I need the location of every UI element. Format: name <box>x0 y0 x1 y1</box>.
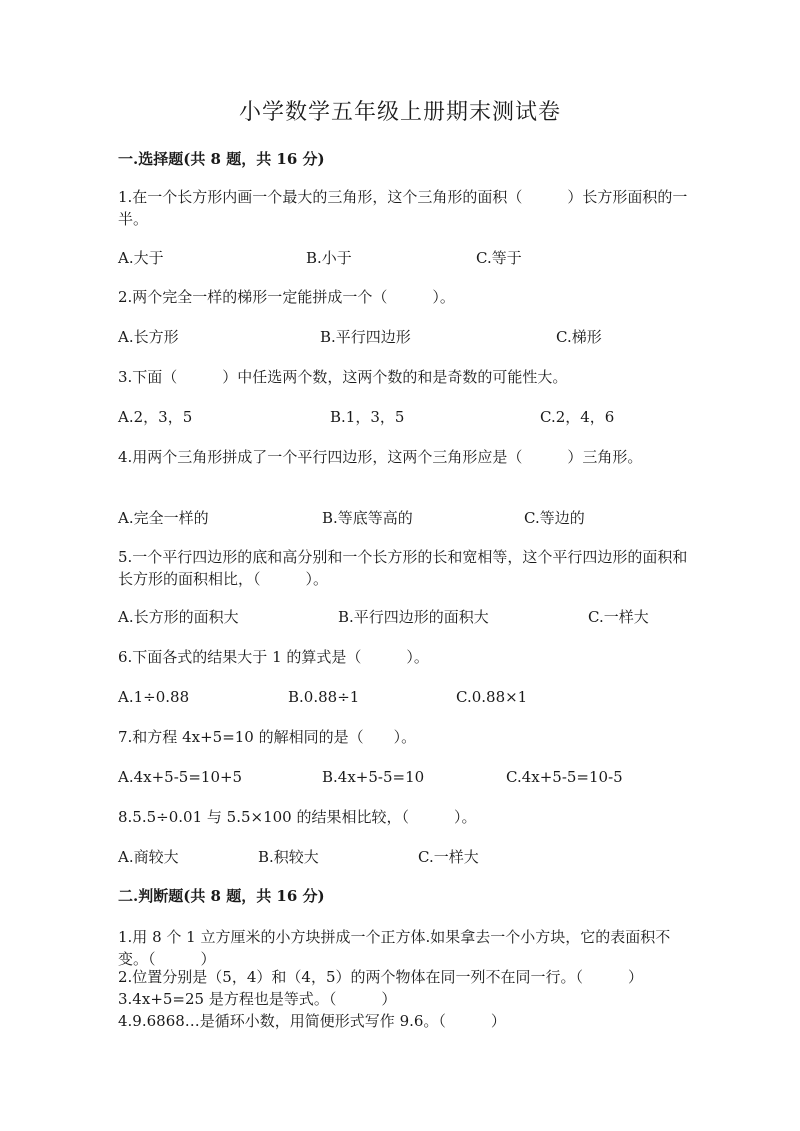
option-6a: A.1÷0.88 <box>118 688 190 706</box>
exam-title: 小学数学五年级上册期末测试卷 <box>238 100 561 125</box>
option-1a: A.大于 <box>118 249 164 267</box>
option-8c: C.一样大 <box>418 848 479 866</box>
question-3: 3.下面（ ）中任选两个数，这两个数的和是奇数的可能性大。 <box>118 368 568 386</box>
question-2: 2.两个完全一样的梯形一定能拼成一个（ ）。 <box>118 288 455 306</box>
option-7c: C.4x+5-5=10-5 <box>506 768 623 786</box>
question-7: 7.和方程 4x+5=10 的解相同的是（ ）。 <box>118 728 417 746</box>
option-1b: B.小于 <box>306 249 352 267</box>
option-3a: A.2，3，5 <box>118 408 193 426</box>
option-6c: C.0.88×1 <box>456 688 528 706</box>
section-heading-judgement: 二.判断题(共 8 题，共 16 分) <box>118 887 325 905</box>
option-7b: B.4x+5-5=10 <box>322 768 425 786</box>
option-4b: B.等底等高的 <box>322 509 413 527</box>
question-5: 5.一个平行四边形的底和高分别和一个长方形的长和宽相等，这个平行四边形的面积和长方形的面积相比，（ ）。 <box>118 548 688 588</box>
option-8a: A.商较大 <box>118 848 179 866</box>
judgement-4: 4.9.6868…是循环小数，用简便形式写作 9.6。（ ） <box>118 1012 506 1030</box>
option-4c: C.等边的 <box>524 509 585 527</box>
option-7a: A.4x+5-5=10+5 <box>118 768 243 786</box>
question-1: 1.在一个长方形内画一个最大的三角形，这个三角形的面积（ ）长方形面积的一半。 <box>118 188 688 228</box>
option-3b: B.1，3，5 <box>330 408 405 426</box>
judgement-2: 2.位置分别是（5，4）和（4，5）的两个物体在同一列不在同一行。（ ） <box>118 968 643 986</box>
option-2a: A.长方形 <box>118 328 179 346</box>
question-8: 8.5.5÷0.01 与 5.5×100 的结果相比较，（ ）。 <box>118 808 477 826</box>
section-heading-choice: 一.选择题(共 8 题，共 16 分) <box>118 150 325 168</box>
option-5c: C.一样大 <box>588 608 649 626</box>
option-2c: C.梯形 <box>556 328 602 346</box>
option-4a: A.完全一样的 <box>118 509 209 527</box>
option-8b: B.积较大 <box>258 848 319 866</box>
option-5b: B.平行四边形的面积大 <box>338 608 489 626</box>
question-4: 4.用两个三角形拼成了一个平行四边形，这两个三角形应是（ ）三角形。 <box>118 448 643 466</box>
judgement-1: 1.用 8 个 1 立方厘米的小方块拼成一个正方体.如果拿去一个小方块，它的表面积不变。（ ） <box>118 928 671 968</box>
option-6b: B.0.88÷1 <box>288 688 360 706</box>
option-5a: A.长方形的面积大 <box>118 608 239 626</box>
judgement-3: 3.4x+5=25 是方程也是等式。（ ） <box>118 990 397 1008</box>
option-1c: C.等于 <box>476 249 522 267</box>
option-3c: C.2，4，6 <box>540 408 615 426</box>
option-2b: B.平行四边形 <box>320 328 411 346</box>
question-6: 6.下面各式的结果大于 1 的算式是（ ）。 <box>118 648 429 666</box>
